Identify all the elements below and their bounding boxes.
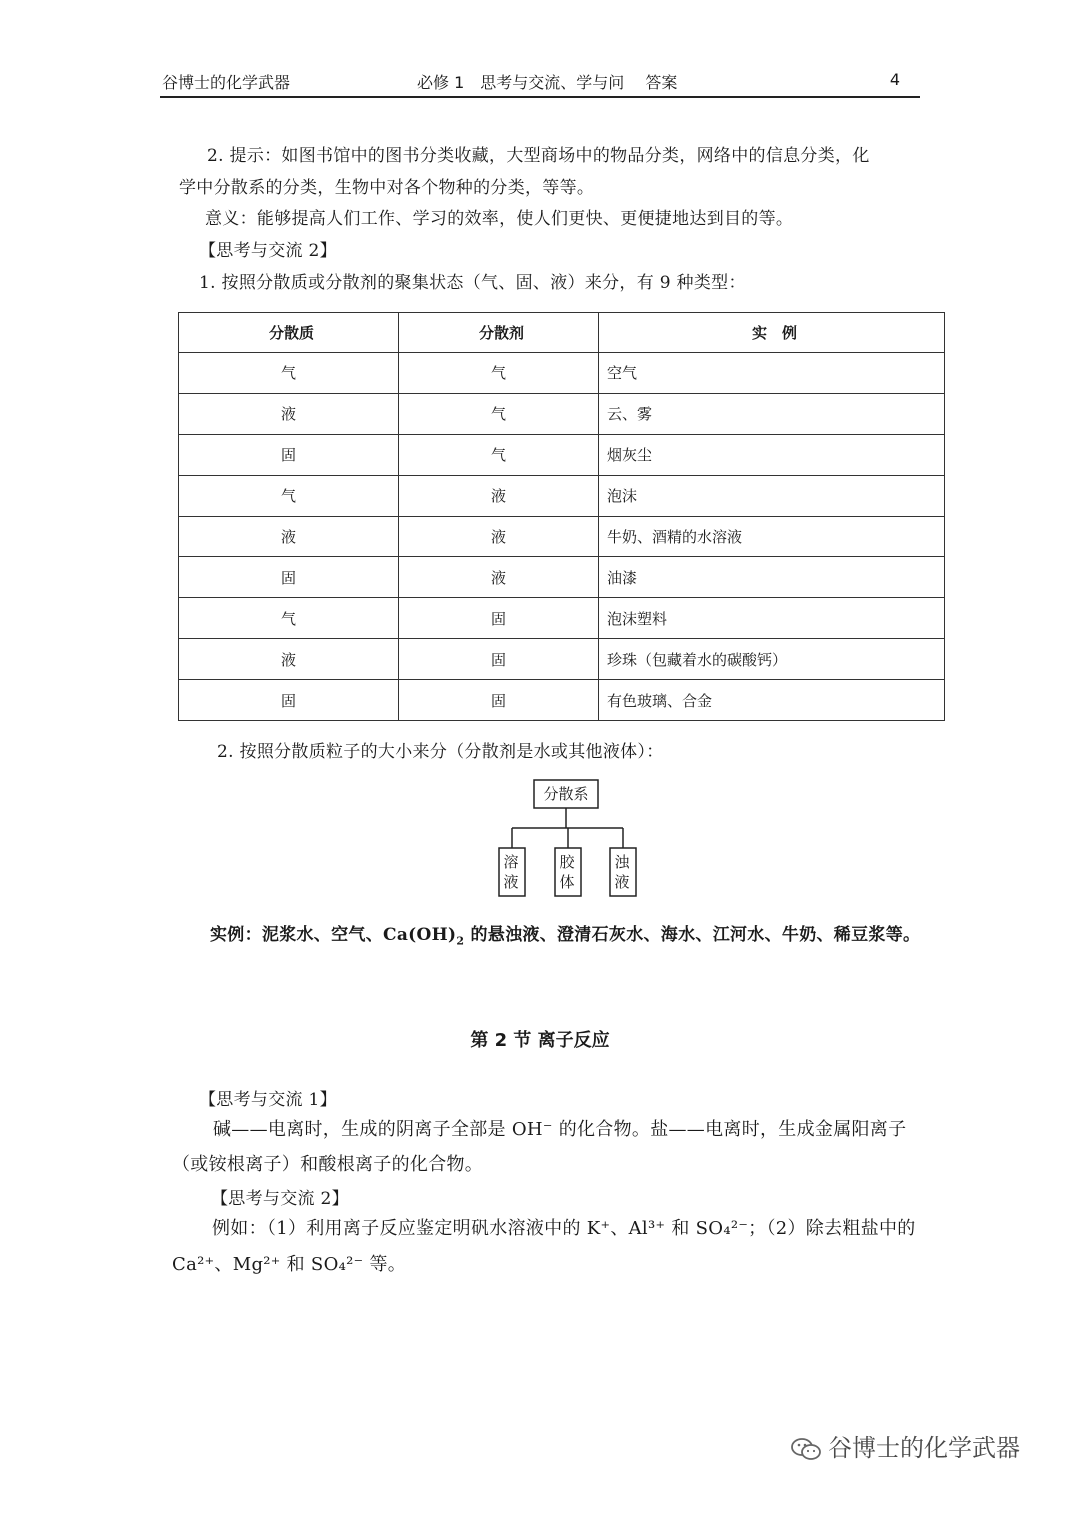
cell-dispersed-phase: 液 xyxy=(179,639,399,680)
tree-child-solution: 溶液 xyxy=(503,853,519,891)
section-2-title: 第 2 节 离子反应 xyxy=(470,1030,610,1051)
intro-line-1: 2. 提示：如图书馆中的图书分类收藏，大型商场中的物品分类，网络中的信息分类，化 xyxy=(207,146,870,166)
cell-example: 珍珠（包藏着水的碳酸钙） xyxy=(599,639,945,680)
header-divider xyxy=(160,96,920,98)
cell-dispersion-medium: 液 xyxy=(399,516,599,557)
cell-dispersion-medium: 液 xyxy=(399,557,599,598)
header-page-number: 4 xyxy=(889,70,900,89)
example-text-b: 的悬浊液、澄清石灰水、海水、江河水、牛奶、稀豆浆等。 xyxy=(464,925,921,945)
cell-example: 空气 xyxy=(599,353,945,394)
table-row xyxy=(179,680,945,721)
cell-dispersion-medium: 液 xyxy=(399,475,599,516)
point-2-text: 2. 按照分散质粒子的大小来分（分散剂是水或其他液体）： xyxy=(217,742,664,762)
header-dispersed-phase: 分散质 xyxy=(179,313,399,353)
point-1-text: 1. 按照分散质或分散剂的聚集状态（气、固、液）来分，有 9 种类型： xyxy=(199,273,746,293)
table-row xyxy=(179,557,945,598)
table-row xyxy=(179,475,945,516)
intro-line-2: 学中分散系的分类，生物中对各个物种的分类，等等。 xyxy=(179,178,595,198)
cell-dispersed-phase: 液 xyxy=(179,393,399,434)
example-label: 实例： xyxy=(210,925,262,945)
cell-dispersion-medium: 固 xyxy=(399,639,599,680)
cell-example: 有色玻璃、合金 xyxy=(599,680,945,721)
cell-example: 牛奶、酒精的水溶液 xyxy=(599,516,945,557)
s2-exchange-1-line-1: 碱——电离时，生成的阴离子全部是 OH⁻ 的化合物。盐——电离时，生成金属阳离子 xyxy=(213,1119,907,1140)
header-chapter: 必修 1 思考与交流、学与问 答案 xyxy=(417,73,678,92)
s2-exchange-1-line-2: （或铵根离子）和酸根离子的化合物。 xyxy=(172,1154,484,1175)
tree-child-colloid: 胶体 xyxy=(559,853,575,891)
cell-dispersed-phase: 气 xyxy=(179,598,399,639)
header-dispersion-medium: 分散剂 xyxy=(399,313,599,353)
cell-example: 泡沫塑料 xyxy=(599,598,945,639)
tree-child-suspension: 浊液 xyxy=(614,853,630,891)
cell-dispersed-phase: 固 xyxy=(179,434,399,475)
cell-example: 油漆 xyxy=(599,557,945,598)
cell-dispersed-phase: 固 xyxy=(179,680,399,721)
table-row xyxy=(179,516,945,557)
table-row xyxy=(179,639,945,680)
page-header xyxy=(162,70,920,96)
table-row xyxy=(179,353,945,394)
watermark-text: 谷博士的化学武器 xyxy=(828,1434,1020,1462)
cell-dispersion-medium: 气 xyxy=(399,393,599,434)
cell-example: 烟灰尘 xyxy=(599,434,945,475)
cell-dispersion-medium: 气 xyxy=(399,353,599,394)
s2-exchange-2-heading: 【思考与交流 2】 xyxy=(211,1189,349,1209)
cell-dispersion-medium: 气 xyxy=(399,434,599,475)
cell-dispersion-medium: 固 xyxy=(399,598,599,639)
s2-exchange-1-heading: 【思考与交流 1】 xyxy=(199,1090,337,1110)
exchange-2-heading: 【思考与交流 2】 xyxy=(199,241,337,261)
tree-root-label: 分散系 xyxy=(543,785,589,803)
s2-exchange-2-line-2: Ca²⁺、Mg²⁺ 和 SO₄²⁻ 等。 xyxy=(172,1254,407,1275)
cell-dispersed-phase: 固 xyxy=(179,557,399,598)
dispersion-table xyxy=(178,312,945,721)
example-text-a: 泥浆水、空气、Ca(OH) xyxy=(261,925,457,945)
cell-example: 泡沫 xyxy=(599,475,945,516)
cell-dispersion-medium: 固 xyxy=(399,680,599,721)
table-row xyxy=(179,393,945,434)
header-examples: 实 例 xyxy=(599,313,945,353)
cell-dispersed-phase: 气 xyxy=(179,475,399,516)
cell-dispersed-phase: 气 xyxy=(179,353,399,394)
cell-dispersed-phase: 液 xyxy=(179,516,399,557)
wechat-icon xyxy=(790,1436,822,1462)
cell-example: 云、雾 xyxy=(599,393,945,434)
table-row xyxy=(179,434,945,475)
s2-exchange-2-line-1: 例如：（1）利用离子反应鉴定明矾水溶液中的 K⁺、Al³⁺ 和 SO₄²⁻；（2）除去粗盐中的 xyxy=(212,1218,916,1239)
table-header-row xyxy=(179,313,945,353)
intro-line-3: 意义：能够提高人们工作、学习的效率，使人们更快、更便捷地达到目的等。 xyxy=(205,209,794,229)
table-row xyxy=(179,598,945,639)
watermark xyxy=(790,1428,1020,1463)
example-subscript: 2 xyxy=(456,934,465,948)
header-book-title: 谷博士的化学武器 xyxy=(162,73,291,92)
example-line xyxy=(210,920,920,947)
